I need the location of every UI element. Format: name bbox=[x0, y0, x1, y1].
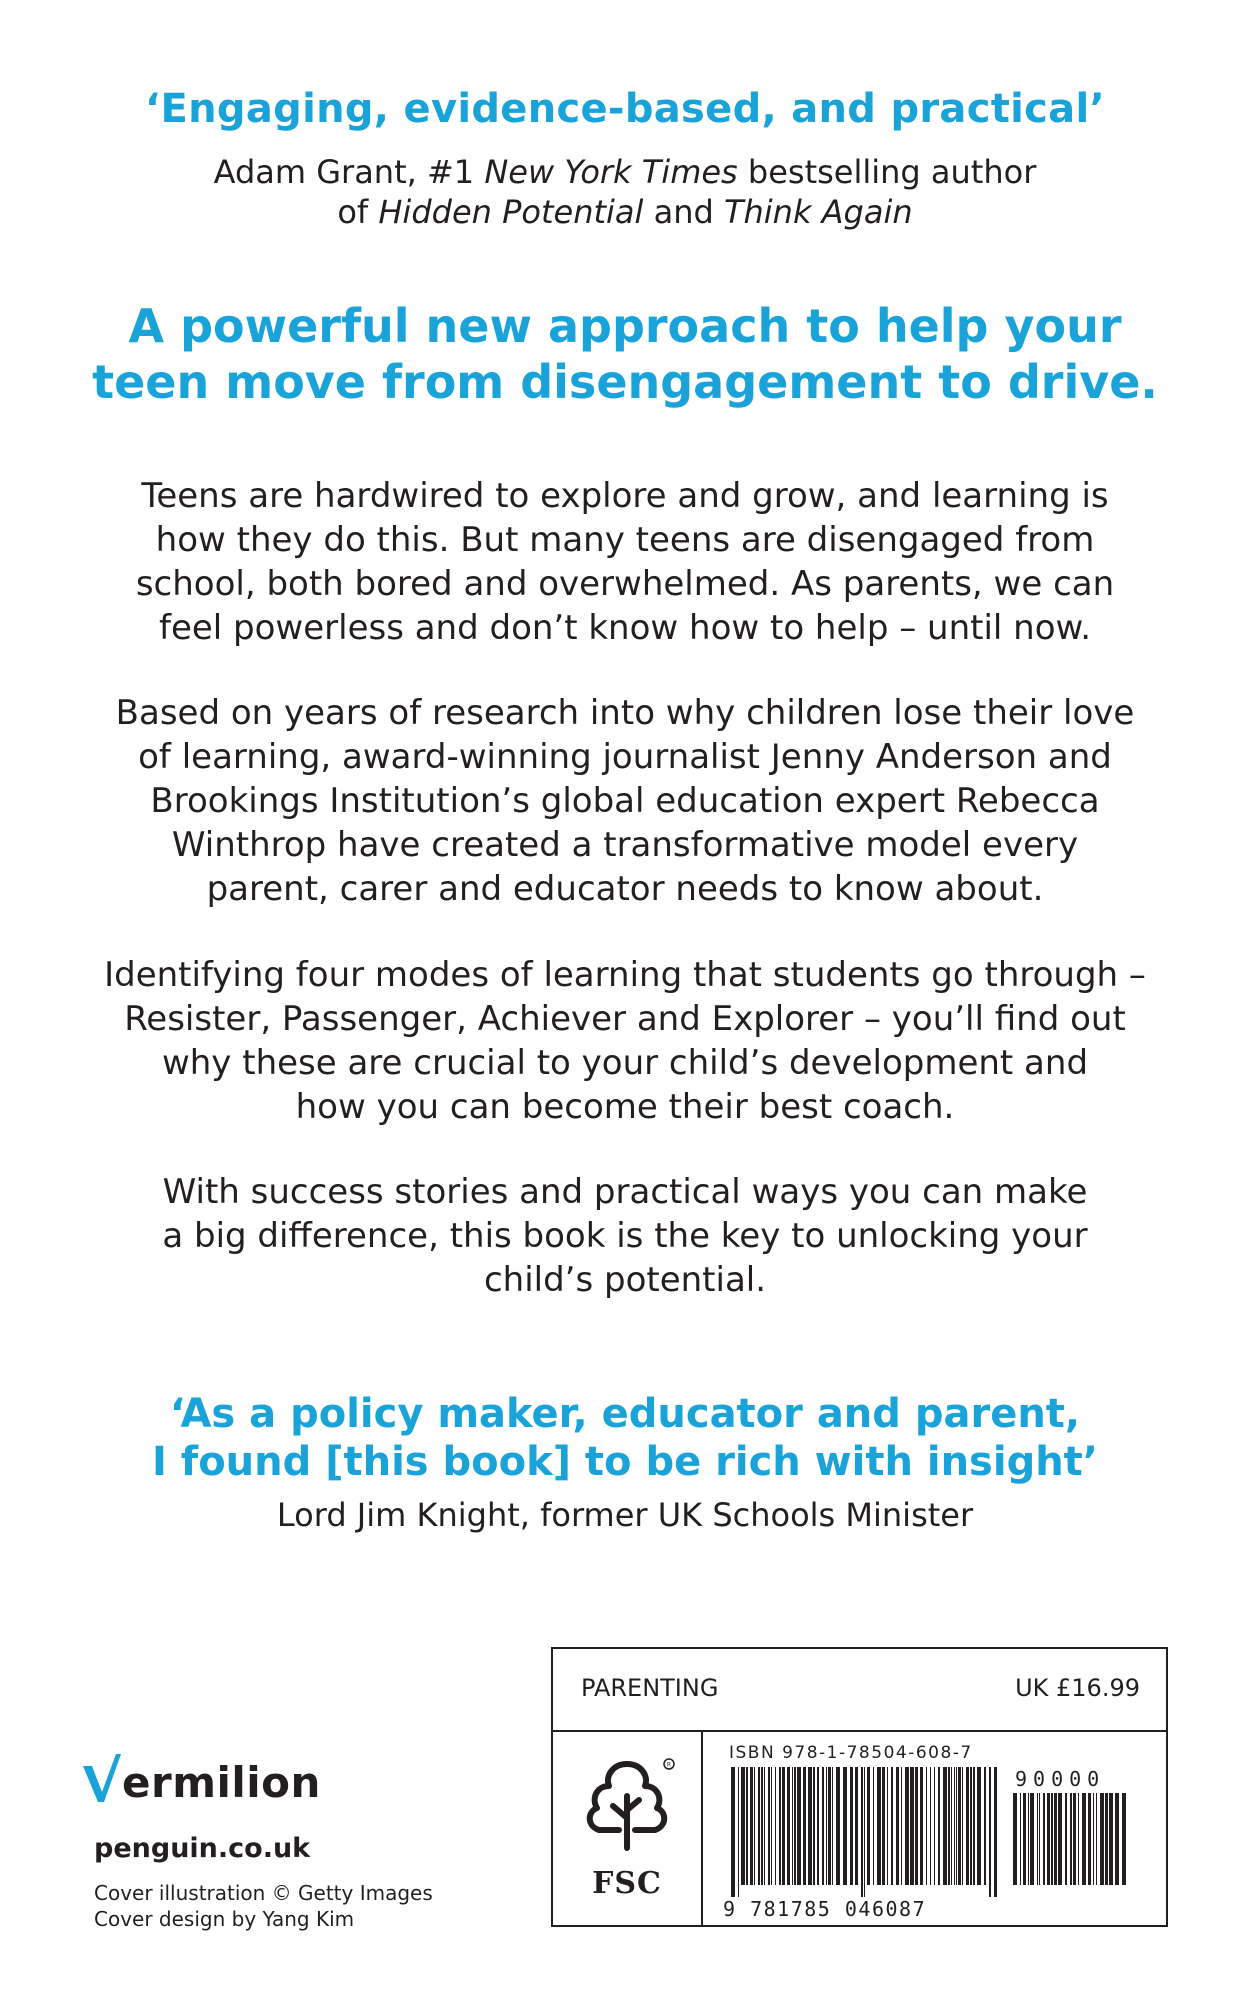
barcode-bar bbox=[1051, 1793, 1053, 1885]
barcode-bar bbox=[1058, 1793, 1062, 1885]
barcode-bar bbox=[731, 1767, 735, 1897]
barcode-bar bbox=[1082, 1793, 1086, 1885]
barcode-bar bbox=[1078, 1793, 1079, 1885]
paragraph-line: a big difference, this book is the key to unlocking your bbox=[162, 1216, 1088, 1256]
addon-digits: 90000 bbox=[1015, 1767, 1106, 1791]
vermilion-v-icon bbox=[82, 1752, 122, 1804]
paragraph-line: With success stories and practical ways you can make bbox=[162, 1172, 1088, 1212]
attribution-text: and bbox=[643, 193, 724, 231]
category-label: PARENTING bbox=[581, 1674, 719, 1702]
quote-line: ‘As a policy maker, educator and parent, bbox=[169, 1391, 1081, 1437]
barcode-bar bbox=[768, 1767, 770, 1885]
barcode-bar bbox=[977, 1767, 981, 1885]
barcode-bar bbox=[1013, 1793, 1017, 1885]
barcode-bar bbox=[1065, 1793, 1067, 1885]
barcode-bar bbox=[808, 1767, 812, 1885]
barcode-bar bbox=[741, 1767, 745, 1885]
ean-digits: 9 781785 046087 bbox=[723, 1897, 927, 1921]
barcode-bar bbox=[746, 1767, 748, 1885]
barcode-bar bbox=[797, 1767, 801, 1885]
barcode-bar bbox=[970, 1767, 972, 1885]
barcode-bar bbox=[787, 1767, 790, 1885]
paragraph-line: school, both bored and overwhelmed. As parents, we can bbox=[135, 564, 1115, 604]
barcode-bar bbox=[1070, 1793, 1072, 1885]
paragraph-line: parent, carer and educator needs to know about. bbox=[206, 869, 1044, 909]
paragraph-line: of learning, award-winning journalist Jenny Anderson and bbox=[138, 737, 1112, 777]
barcode-bar bbox=[826, 1767, 827, 1885]
paragraph-line: Resister, Passenger, Achiever and Explorer – you’ll find out bbox=[124, 999, 1126, 1039]
barcode-bar bbox=[1105, 1793, 1108, 1885]
barcode-bar bbox=[771, 1767, 772, 1885]
barcode-box-header bbox=[553, 1649, 1166, 1732]
barcode-bar bbox=[817, 1767, 819, 1885]
barcode-bar bbox=[843, 1767, 847, 1885]
barcode-bar bbox=[1096, 1793, 1097, 1885]
barcode-bar bbox=[832, 1767, 833, 1885]
barcode-bar bbox=[738, 1767, 739, 1897]
attribution-line-2 bbox=[0, 192, 1250, 232]
paragraph-line: how you can become their best coach. bbox=[295, 1087, 955, 1127]
attribution-publication: New York Times bbox=[484, 153, 738, 191]
book-title: Think Again bbox=[723, 193, 913, 231]
barcode-bar bbox=[891, 1767, 893, 1885]
barcode-bar bbox=[1093, 1793, 1094, 1885]
barcode-bar bbox=[966, 1767, 969, 1885]
barcode-bar bbox=[864, 1767, 865, 1897]
bottom-quote bbox=[0, 1390, 1250, 1486]
barcode-bar bbox=[828, 1767, 831, 1885]
barcode-bar bbox=[1073, 1793, 1076, 1885]
barcode-bar bbox=[989, 1767, 991, 1897]
barcode-bar bbox=[951, 1767, 952, 1885]
svg-text:R: R bbox=[666, 1761, 672, 1769]
logo-wordmark: ermilion bbox=[122, 1758, 321, 1807]
isbn-text: ISBN 978-1-78504-608-7 bbox=[729, 1743, 973, 1763]
fsc-tree-icon bbox=[577, 1756, 677, 1856]
attribution-text: of bbox=[337, 193, 379, 231]
barcode-bar bbox=[1030, 1793, 1034, 1885]
barcode-bar bbox=[1037, 1793, 1038, 1885]
cover-design-credit: Cover design by Yang Kim bbox=[94, 1907, 355, 1931]
paragraph-line: Based on years of research into why children lose their love bbox=[115, 693, 1135, 733]
barcode-bar bbox=[1028, 1793, 1029, 1885]
barcode-bar bbox=[962, 1767, 963, 1885]
headline bbox=[0, 298, 1250, 410]
barcode-bar bbox=[994, 1767, 997, 1897]
barcode-bar bbox=[887, 1767, 888, 1885]
paragraph-line: why these are crucial to your child’s development and bbox=[161, 1043, 1089, 1083]
publisher-website: penguin.co.uk bbox=[94, 1833, 311, 1864]
barcode-bar bbox=[758, 1767, 760, 1885]
barcode-bar bbox=[1047, 1793, 1050, 1885]
barcode-bar bbox=[867, 1767, 870, 1885]
blurb-paragraph bbox=[0, 474, 1250, 650]
barcode-bar bbox=[779, 1767, 781, 1885]
blurb-paragraph bbox=[0, 1170, 1250, 1302]
barcode-bar bbox=[973, 1767, 975, 1885]
attribution-text: bestselling author bbox=[737, 153, 1037, 191]
headline-line: teen move from disengagement to drive. bbox=[92, 355, 1158, 409]
paragraph-line: Identifying four modes of learning that students go through – bbox=[104, 955, 1146, 995]
bottom-quote-attribution: Lord Jim Knight, former UK Schools Minister bbox=[276, 1496, 974, 1534]
barcode-bar bbox=[792, 1767, 793, 1885]
barcode-bar bbox=[750, 1767, 753, 1885]
barcode-bar bbox=[836, 1767, 840, 1885]
barcode-bar bbox=[877, 1767, 881, 1885]
barcode-bar bbox=[984, 1767, 986, 1885]
barcode-bar bbox=[850, 1767, 853, 1885]
top-quote-attribution bbox=[0, 152, 1250, 232]
paragraph-line: Brookings Institution’s global education expert Rebecca bbox=[150, 781, 1100, 821]
barcode-bar bbox=[920, 1767, 923, 1885]
barcode-bar bbox=[822, 1767, 824, 1885]
barcode-bar bbox=[1115, 1793, 1119, 1885]
price-label: UK £16.99 bbox=[1015, 1674, 1140, 1702]
paragraph-line: child’s potential. bbox=[483, 1260, 767, 1300]
vermilion-logo bbox=[82, 1752, 321, 1807]
barcode-bar bbox=[794, 1767, 796, 1885]
barcode-bar bbox=[1088, 1793, 1091, 1885]
barcode-bar bbox=[861, 1767, 863, 1897]
barcode-bar bbox=[775, 1767, 776, 1885]
barcode-bar bbox=[934, 1767, 935, 1885]
attribution-line-1 bbox=[0, 152, 1250, 192]
book-title: Hidden Potential bbox=[378, 193, 644, 231]
barcode-bar bbox=[782, 1767, 785, 1885]
barcode-bar bbox=[1054, 1793, 1057, 1885]
barcode-bar bbox=[1039, 1793, 1040, 1885]
attribution-text: Adam Grant, #1 bbox=[213, 153, 485, 191]
paragraph-line: Teens are hardwired to explore and grow, and learning is bbox=[141, 476, 1109, 516]
barcode-bar bbox=[1100, 1793, 1104, 1885]
barcode-bar bbox=[910, 1767, 914, 1885]
barcode-bar bbox=[956, 1767, 957, 1885]
blurb-paragraph bbox=[0, 691, 1250, 911]
barcode-bar bbox=[915, 1767, 918, 1885]
barcode-bar bbox=[764, 1767, 765, 1885]
fsc-label: FSC bbox=[592, 1866, 662, 1901]
barcode-bar bbox=[948, 1767, 950, 1885]
barcode-bar bbox=[938, 1767, 940, 1885]
barcode-bar bbox=[882, 1767, 885, 1885]
barcode-bar bbox=[926, 1767, 927, 1885]
barcode-bar bbox=[1020, 1793, 1021, 1885]
barcode-bar bbox=[896, 1767, 899, 1885]
barcode-bar bbox=[905, 1767, 909, 1885]
barcode-bar bbox=[1023, 1793, 1026, 1885]
barcode-bar bbox=[930, 1767, 931, 1885]
barcode-bar bbox=[943, 1767, 947, 1885]
fsc-cell bbox=[553, 1732, 703, 1927]
barcode-bar bbox=[813, 1767, 815, 1885]
cover-illustration-credit: Cover illustration © Getty Images bbox=[94, 1881, 433, 1905]
paragraph-line: feel powerless and don’t know how to help – until now. bbox=[158, 608, 1092, 648]
barcode-bar bbox=[954, 1767, 955, 1885]
ean-barcode bbox=[729, 1767, 999, 1897]
barcode-bar bbox=[1109, 1793, 1113, 1885]
addon-barcode bbox=[1011, 1793, 1131, 1897]
paragraph-line: Winthrop have created a transformative model every bbox=[171, 825, 1079, 865]
blurb-paragraph bbox=[0, 953, 1250, 1129]
barcode-bar bbox=[873, 1767, 874, 1885]
barcode-bar bbox=[958, 1767, 961, 1885]
quote-line: I found [this book] to be rich with insight’ bbox=[151, 1439, 1098, 1485]
paragraph-line: how they do this. But many teens are disengaged from bbox=[155, 520, 1095, 560]
top-quote: ‘Engaging, evidence-based, and practical’ bbox=[145, 86, 1105, 132]
barcode-bar bbox=[761, 1767, 763, 1885]
barcode-bar bbox=[754, 1767, 755, 1885]
barcode-bar bbox=[1043, 1793, 1045, 1885]
barcode-bar bbox=[855, 1767, 858, 1885]
barcode-bar bbox=[1122, 1793, 1126, 1885]
headline-line: A powerful new approach to help your bbox=[128, 299, 1122, 353]
barcode-bar bbox=[803, 1767, 806, 1885]
barcode-box bbox=[551, 1647, 1168, 1927]
barcode-bar bbox=[901, 1767, 902, 1885]
